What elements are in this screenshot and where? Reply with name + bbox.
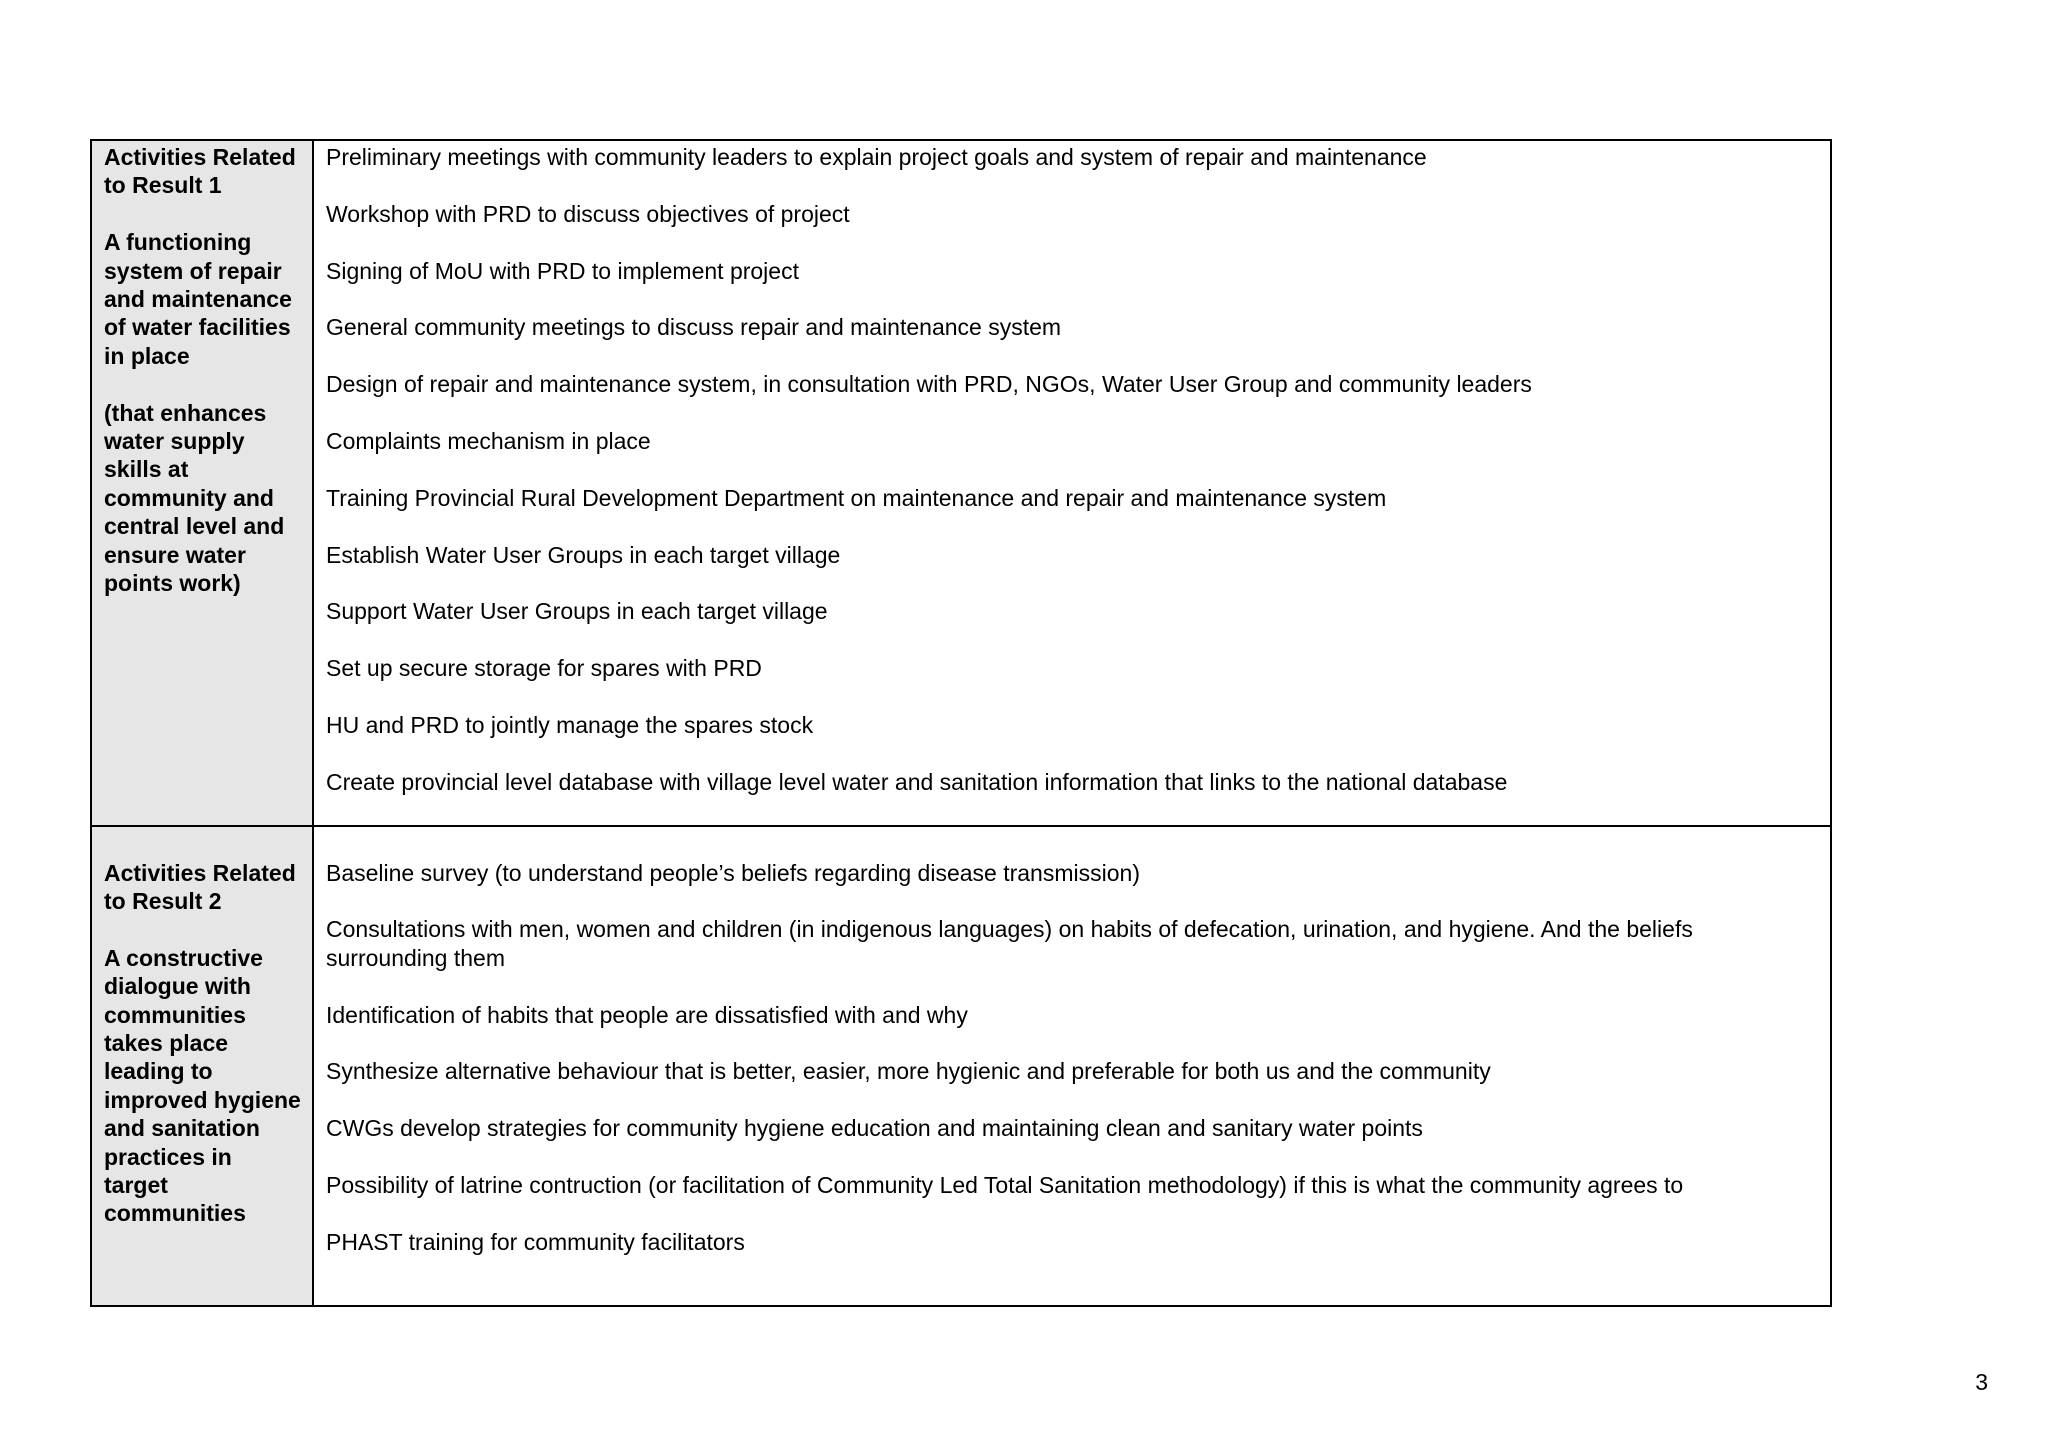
activity-item: Support Water User Groups in each target village <box>326 598 828 625</box>
activity-item: Training Provincial Rural Development Department on maintenance and repair and maintenance system <box>326 484 1387 511</box>
activity-item: Design of repair and maintenance system, in consultation with PRD, NGOs, Water User Group and community leaders <box>326 371 1532 398</box>
activity-item: CWGs develop strategies for community hygiene education and maintaining clean and sanitary water points <box>326 1115 1423 1142</box>
result-2-heading: Activities Related to Result 2 <box>104 859 296 914</box>
table-row <box>91 140 1831 826</box>
result-2-label-cell <box>91 826 313 1306</box>
activity-item: Signing of MoU with PRD to implement project <box>326 257 799 284</box>
result-1-label-cell <box>91 140 313 826</box>
activity-item: Synthesize alternative behaviour that is better, easier, more hygienic and preferable for both us and the community <box>326 1058 1491 1085</box>
table-row <box>91 826 1831 1306</box>
activity-item: Consultations with men, women and children (in indigenous languages) on habits of defecation, urination, and hygiene. And the beliefs surrounding them <box>326 916 1693 971</box>
activity-item: Establish Water User Groups in each target village <box>326 541 841 568</box>
page-number: 3 <box>1975 1369 1988 1395</box>
result-2-activity-list <box>314 827 1830 1257</box>
result-1-activity-list <box>314 141 1830 796</box>
activities-table <box>90 139 1832 1307</box>
activity-item: Possibility of latrine contruction (or facilitation of Community Led Total Sanitation methodology) if this is what the community agrees to <box>326 1171 1684 1198</box>
activity-item: Set up secure storage for spares with PRD <box>326 655 762 682</box>
activity-item: Identification of habits that people are dissatisfied with and why <box>326 1001 968 1028</box>
result-2-activities-cell <box>313 826 1831 1306</box>
result-2-description: A constructive dialogue with communities takes place leading to improved hygiene and sanitation practices in target communities <box>104 944 301 1227</box>
result-1-note: (that enhances water supply skills at community and central level and ensure water points work) <box>104 399 285 597</box>
activity-item: HU and PRD to jointly manage the spares stock <box>326 711 814 738</box>
activity-item: General community meetings to discuss repair and maintenance system <box>326 314 1062 341</box>
activity-item: Workshop with PRD to discuss objectives of project <box>326 200 850 227</box>
activity-item: Preliminary meetings with community leaders to explain project goals and system of repair and maintenance <box>326 144 1427 170</box>
result-1-activities-cell <box>313 140 1831 826</box>
result-1-description: A functioning system of repair and maintenance of water facilities in place <box>104 229 292 369</box>
activity-item: Create provincial level database with village level water and sanitation information that links to the national database <box>326 768 1508 795</box>
activity-item: PHAST training for community facilitators <box>326 1228 745 1255</box>
result-1-heading: Activities Related to Result 1 <box>104 144 296 199</box>
activity-item: Complaints mechanism in place <box>326 427 651 454</box>
activity-item: Baseline survey (to understand people’s beliefs regarding disease transmission) <box>326 859 1140 886</box>
